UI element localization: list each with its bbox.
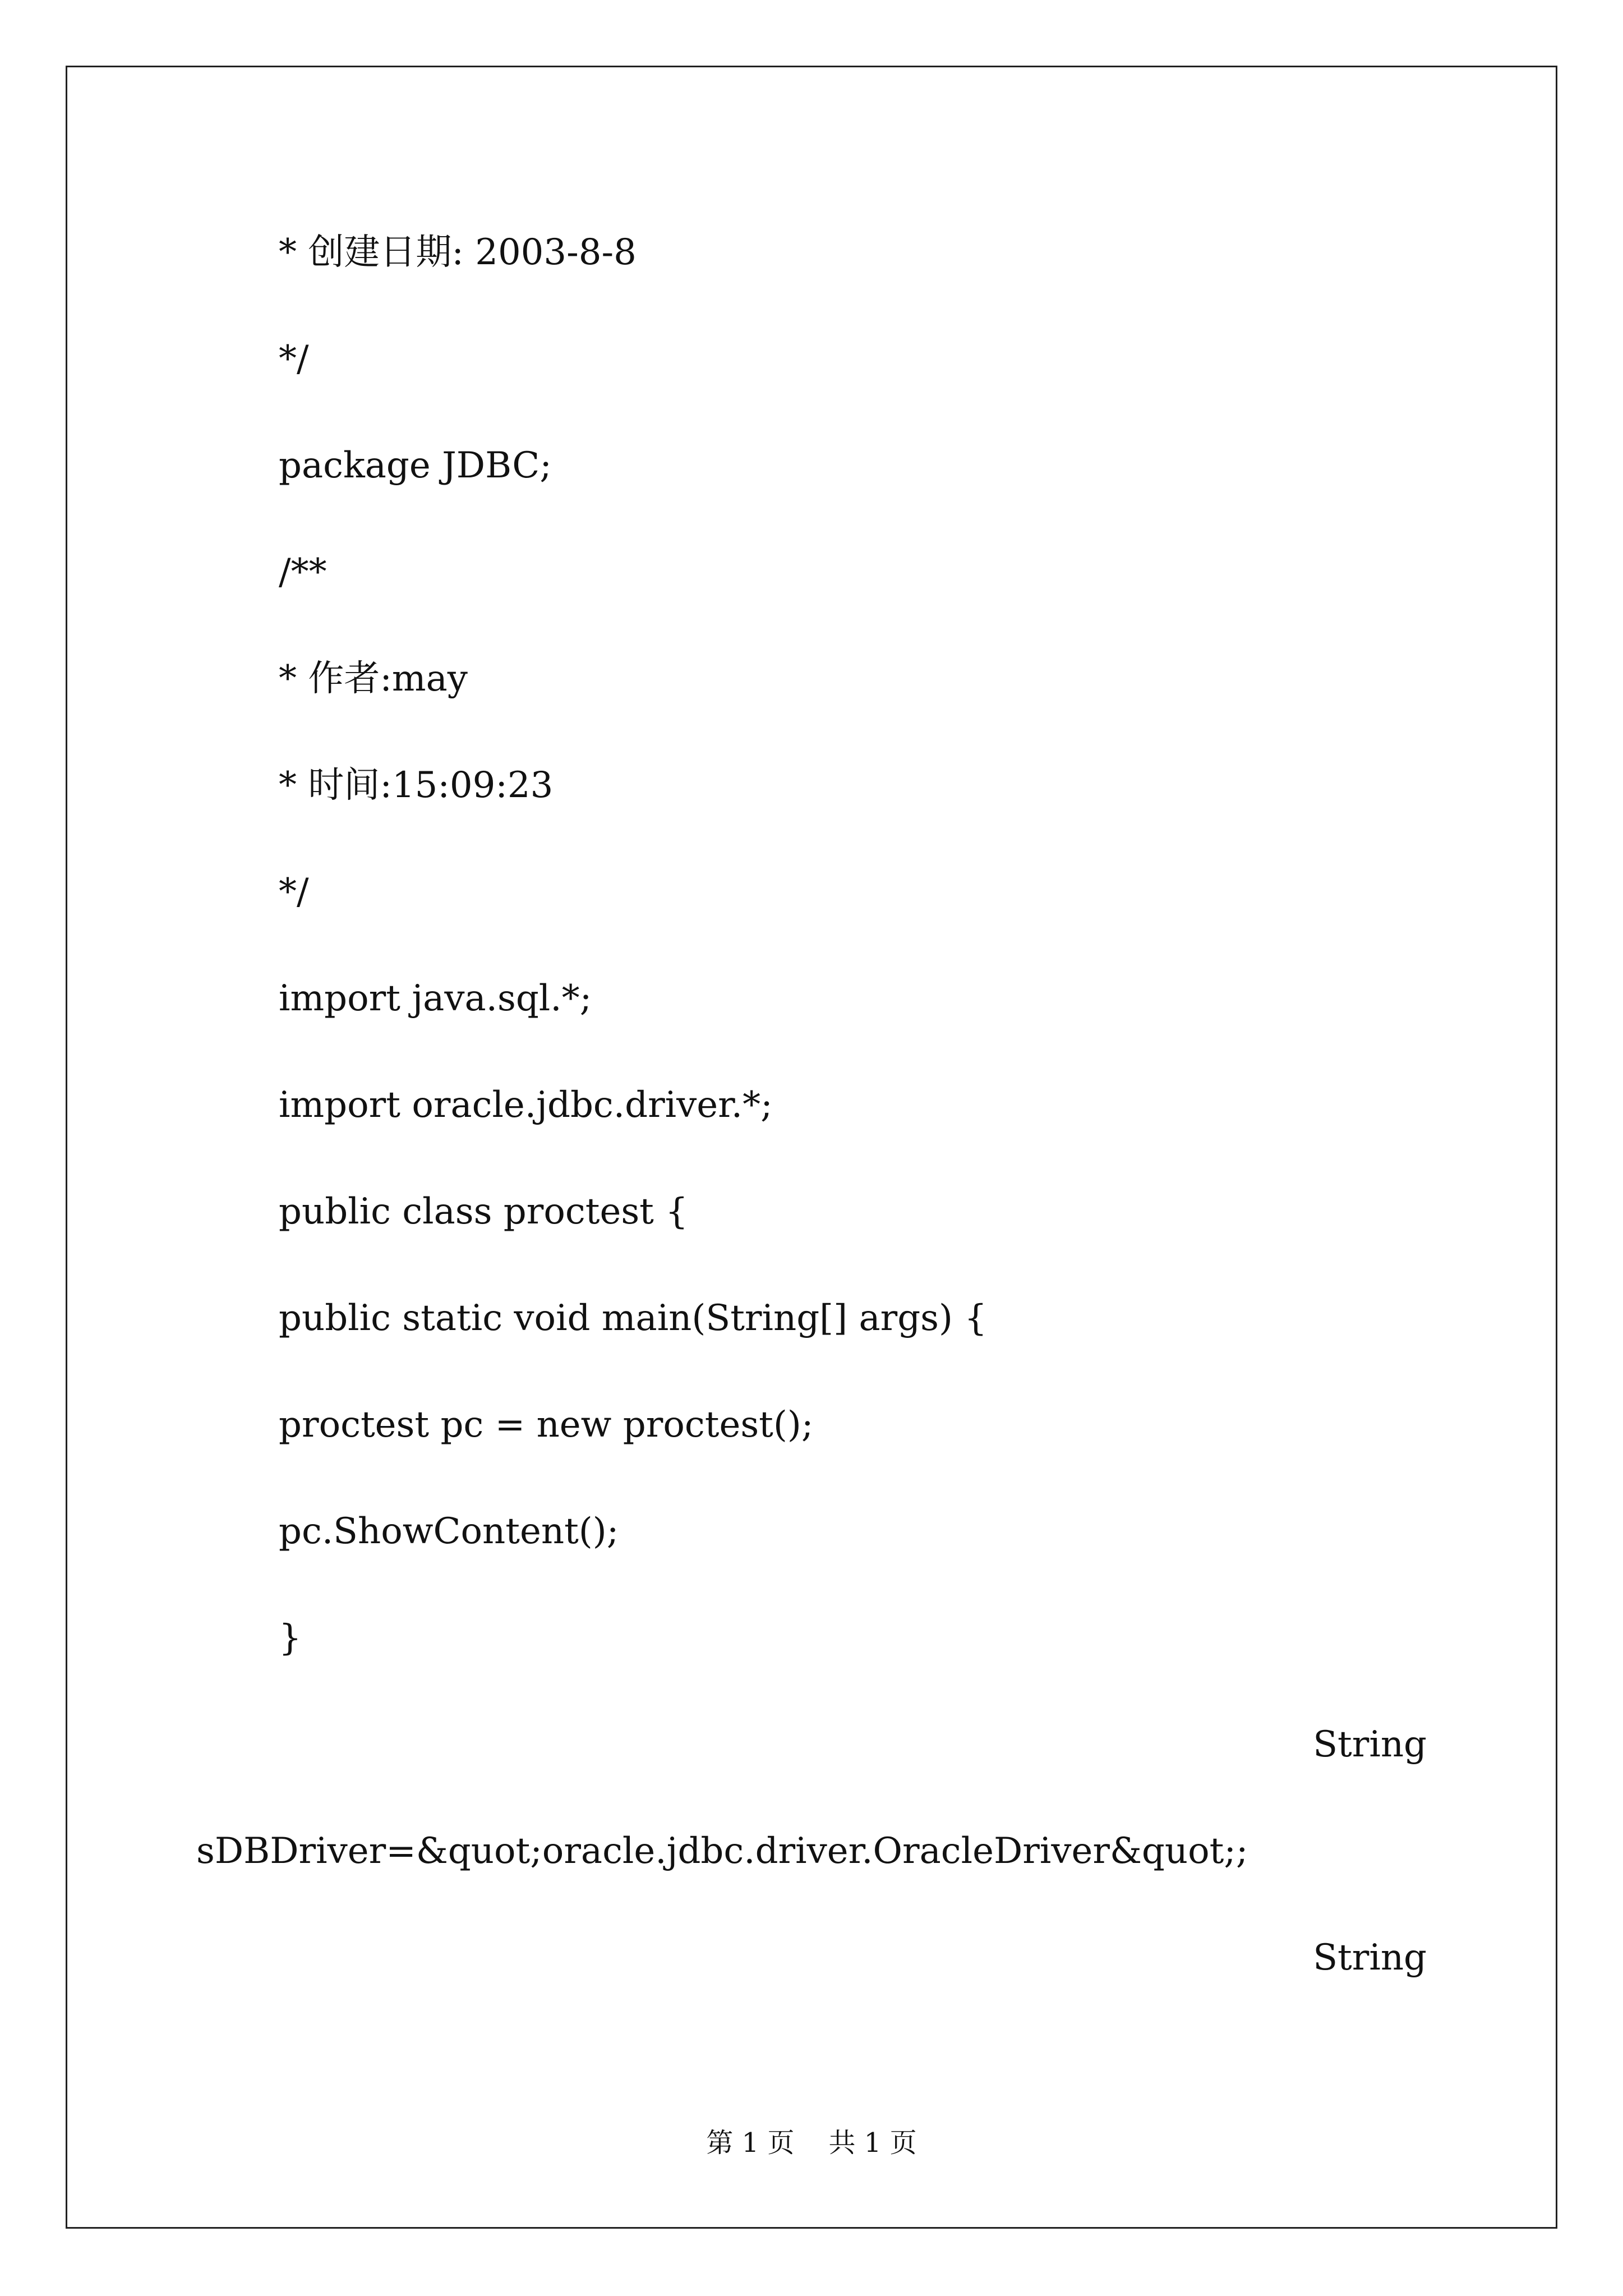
code-line-package: package JDBC; (279, 445, 552, 486)
code-line-new-instance: proctest pc = new proctest(); (279, 1404, 814, 1446)
code-line-creation-date: * 创建日期: 2003-8-8 (279, 232, 637, 273)
page-footer: 第 1 页 共 1 页 (706, 2127, 917, 2159)
code-line-close-brace: } (279, 1617, 302, 1659)
code-line-driver-assign: sDBDriver=&quot;oracle.jdbc.driver.OracleDriver&quot;; (196, 1830, 1248, 1872)
page-border (66, 66, 1557, 2229)
code-line-author: * 作者:may (279, 658, 468, 700)
code-line-time: * 时间:15:09:23 (279, 765, 554, 806)
code-line-main-decl: public static void main(String[] args) { (279, 1297, 988, 1339)
code-line-comment-end: */ (279, 338, 309, 380)
code-line-string-type: String (1313, 1724, 1427, 1765)
code-line-string-type: String (1313, 1937, 1427, 1978)
code-line-import-oracle: import oracle.jdbc.driver.*; (279, 1084, 773, 1126)
code-line-comment-start: /** (279, 551, 327, 593)
code-line-import-sql: import java.sql.*; (279, 978, 592, 1019)
code-line-show-content: pc.ShowContent(); (279, 1511, 619, 1552)
code-line-comment-end: */ (279, 871, 309, 913)
code-line-class-decl: public class proctest { (279, 1191, 688, 1232)
